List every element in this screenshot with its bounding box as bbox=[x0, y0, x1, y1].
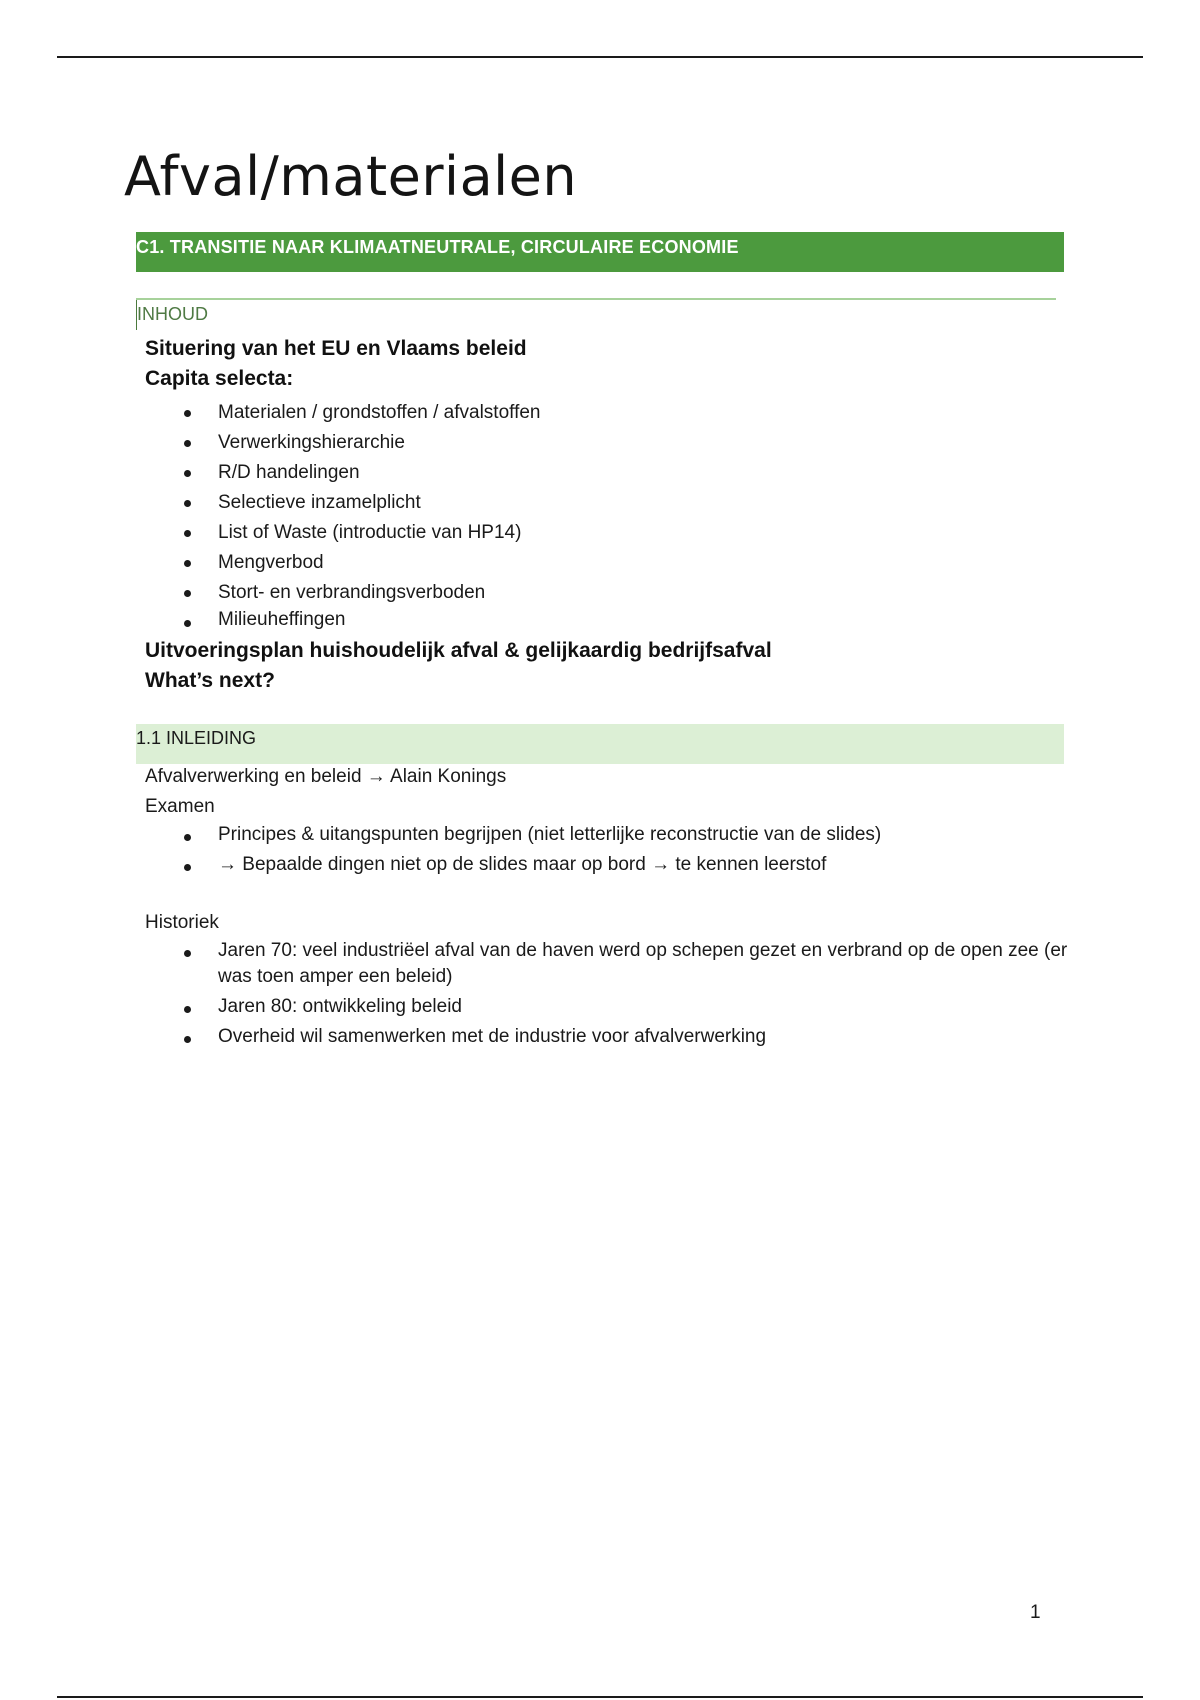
examen-label: Examen bbox=[145, 796, 215, 817]
page-number: 1 bbox=[1030, 1602, 1041, 1623]
section-heading-inleiding: 1.1 INLEIDING bbox=[136, 724, 1064, 764]
toc-list-item: Milieuheffingen bbox=[145, 608, 1085, 632]
toc-list-item: R/D handelingen bbox=[145, 458, 1085, 488]
historiek-label: Historiek bbox=[145, 912, 219, 933]
toc-list-item: Selectieve inzamelplicht bbox=[145, 488, 1085, 518]
toc-list-item: Stort- en verbrandingsverboden bbox=[145, 578, 1085, 608]
historiek-list-item: Jaren 80: ontwikkeling beleid bbox=[145, 994, 1085, 1020]
historiek-list-item: Overheid wil samenwerken met de industrie voor afvalverwerking bbox=[145, 1024, 1085, 1050]
intro-line: Afvalverwerking en beleid → Alain Konings bbox=[145, 766, 507, 787]
toc-list-item: List of Waste (introductie van HP14) bbox=[145, 518, 1085, 548]
spacer bbox=[145, 882, 1085, 908]
toc-line-situering: Situering van het EU en Vlaams beleid bbox=[145, 337, 527, 360]
document-title: Afval/materialen bbox=[124, 145, 578, 208]
toc-divider bbox=[136, 298, 1056, 300]
section-inleiding-body bbox=[145, 762, 1085, 1054]
toc-list-item: Materialen / grondstoffen / afvalstoffen bbox=[145, 398, 1085, 428]
examen-list-item: Principes & uitangspunten begrijpen (niet letterlijke reconstructie van de slides) bbox=[145, 822, 1085, 848]
toc-heading: INHOUD bbox=[137, 304, 208, 324]
toc-line-uitvoeringsplan: Uitvoeringsplan huishoudelijk afval & gelijkaardig bedrijfsafval bbox=[145, 639, 772, 662]
toc-line-whats-next: What’s next? bbox=[145, 669, 275, 692]
toc-list bbox=[145, 398, 1085, 632]
historiek-list-item: Jaren 70: veel industriëel afval van de haven werd op schepen gezet en verbrand op de open zee (er was toen amper een beleid) bbox=[145, 938, 1085, 990]
historiek-list bbox=[145, 938, 1085, 1050]
header-rule bbox=[57, 56, 1143, 58]
toc-list-item: Mengverbod bbox=[145, 548, 1085, 578]
toc-line-capita: Capita selecta: bbox=[145, 367, 294, 390]
examen-list bbox=[145, 822, 1085, 878]
chapter-heading: C1. TRANSITIE NAAR KLIMAATNEUTRALE, CIRCULAIRE ECONOMIE bbox=[136, 232, 1064, 272]
toc-list-item: Verwerkingshierarchie bbox=[145, 428, 1085, 458]
examen-list-item: → Bepaalde dingen niet op de slides maar op bord → te kennen leerstof bbox=[145, 852, 1085, 878]
footer-rule bbox=[57, 1696, 1143, 1698]
toc-body bbox=[145, 334, 1085, 696]
